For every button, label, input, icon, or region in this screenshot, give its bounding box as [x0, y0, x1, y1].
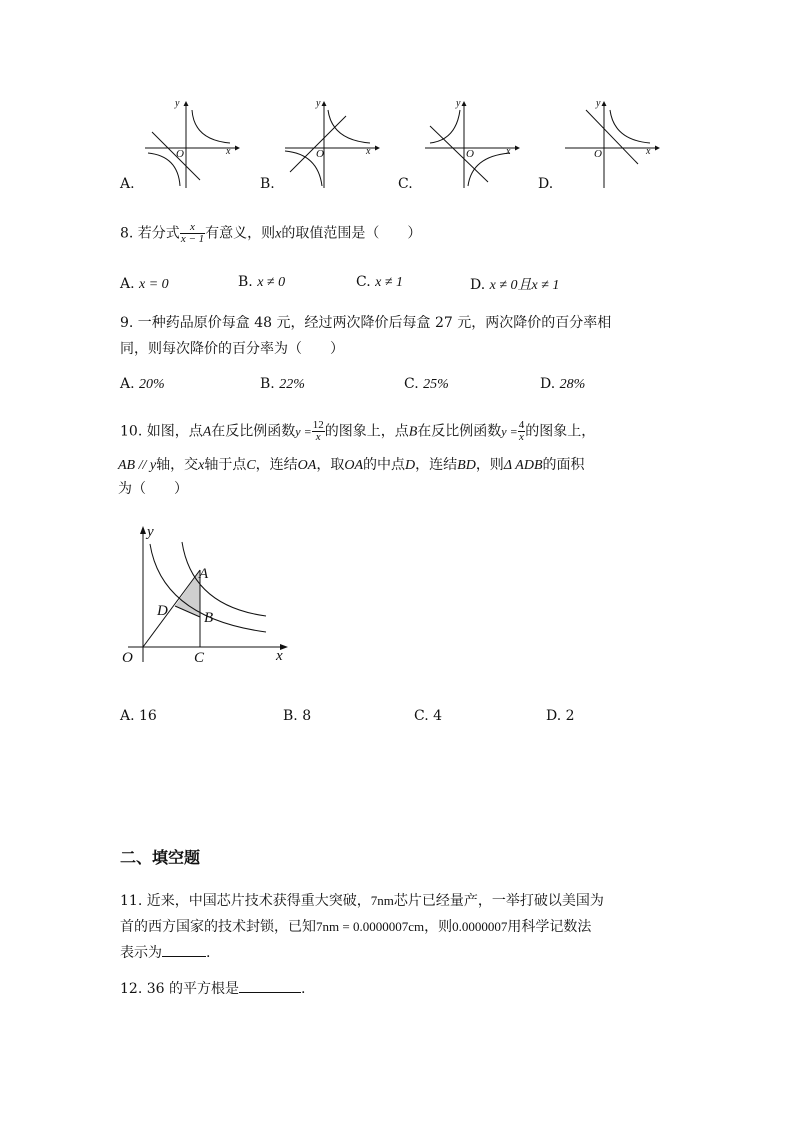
- q10-option-a: [120, 708, 157, 724]
- q10-option-d-label: D.: [546, 708, 562, 724]
- q8-option-d: [470, 274, 559, 294]
- q8-option-c-text: x ≠ 1: [375, 275, 404, 290]
- q8-prefix: 8. 若分式: [120, 225, 180, 242]
- q7a-y-label: y: [175, 98, 180, 109]
- q11-l3: 表示为: [120, 945, 162, 961]
- q11-l3-end: .: [206, 945, 211, 961]
- q8-fraction: [180, 222, 205, 245]
- q7d-origin-label: O: [594, 148, 602, 160]
- q8-option-b-text: x ≠ 0: [257, 275, 286, 290]
- q8-option-c: [356, 274, 403, 291]
- q10-line3: 为（ ）: [118, 481, 188, 497]
- q8-option-d-label: D.: [470, 277, 486, 293]
- q9-option-d: [540, 376, 585, 393]
- q10-ab-parallel: AB // y: [118, 458, 157, 473]
- q10-l2-d: ，连结: [255, 457, 298, 473]
- q9-option-d-label: D.: [540, 376, 556, 392]
- q7d-y-label: y: [596, 98, 601, 109]
- q7-graph-b: [280, 98, 380, 190]
- q10-line1: [120, 420, 595, 443]
- q10-f2-lhs: y =: [501, 424, 518, 439]
- q10-option-d: [546, 708, 575, 724]
- q10-l2-b: 轴，交: [156, 457, 199, 473]
- q8-suffix-a: 有意义，则: [205, 225, 276, 242]
- q10-f2-num: 4: [518, 419, 525, 431]
- q10-l1-b: 在反比例函数: [211, 423, 296, 440]
- q8-option-b: [238, 274, 285, 291]
- q10-fig-b-label: B: [204, 610, 214, 626]
- q10-fig-c-label: C: [194, 650, 205, 666]
- q7d-x-label: x: [646, 146, 651, 157]
- q7c-y-label: y: [456, 98, 461, 109]
- q10-l2-x: x: [198, 458, 205, 473]
- q10-fig-x-label: x: [276, 648, 283, 664]
- q11-l2-c: 用科学记数法: [507, 919, 592, 935]
- q10-option-b-text: 8: [302, 708, 312, 724]
- q8-option-c-label: C.: [356, 274, 371, 290]
- q10-l1-d: 在反比例函数: [417, 423, 502, 440]
- q11-l1-b: 芯片已经量产，一举打破以美国为: [393, 893, 604, 909]
- q8-option-a-label: A.: [120, 276, 135, 292]
- q7-graph-c: [420, 98, 520, 190]
- q8-frac-den: x − 1: [180, 233, 205, 245]
- q11-number: 0.0000007: [452, 919, 508, 934]
- q10-l2-f: 的中点: [363, 457, 406, 473]
- q10-fig-a-label: A: [199, 566, 209, 582]
- q10-l2-e: ，取: [316, 457, 345, 473]
- q10-option-d-text: 2: [565, 708, 575, 724]
- q10-l2-i: 的面积: [542, 457, 585, 473]
- q10-option-c-label: C.: [414, 708, 429, 724]
- q10-oa-1: OA: [297, 458, 317, 473]
- q9-option-a: [120, 376, 165, 393]
- q7-graph-d: [560, 98, 660, 190]
- q9-option-a-text: 20%: [139, 377, 165, 392]
- q7c-origin-label: O: [466, 148, 474, 160]
- q10-point-d: D: [405, 458, 416, 473]
- q10-figure: [118, 522, 298, 672]
- q10-fig-d-label: D: [157, 603, 168, 619]
- q7-option-a: A.: [120, 176, 135, 192]
- q8-stem: [120, 222, 421, 245]
- q7b-x-label: x: [366, 146, 371, 157]
- q10-option-a-text: 16: [139, 708, 157, 724]
- q12-answer-blank[interactable]: [239, 979, 301, 993]
- q10-l1-a: 10. 如图，点: [120, 423, 203, 440]
- q8-frac-num: x: [190, 221, 195, 233]
- q11-l2-b: ，则: [424, 919, 453, 935]
- q7a-origin-label: O: [176, 148, 184, 160]
- q10-fig-o-label: O: [122, 650, 133, 666]
- q7a-x-label: x: [226, 146, 231, 157]
- q7-option-b: B.: [260, 176, 275, 192]
- q11-line1: [120, 890, 604, 910]
- q10-l2-h: ，则: [475, 457, 504, 473]
- q7-option-c: C.: [398, 176, 413, 192]
- q11-equation: 7nm = 0.0000007cm: [316, 919, 425, 934]
- q10-bd: BD: [457, 458, 476, 473]
- q9-option-d-text: 28%: [559, 377, 586, 392]
- q11-line3: [120, 942, 210, 962]
- q11-l1-a: 11. 近来，中国芯片技术获得重大突破，: [120, 893, 371, 909]
- q8-option-a: [120, 276, 169, 293]
- q12-line: [120, 978, 305, 998]
- q9-option-c-label: C.: [404, 376, 419, 392]
- q10-option-c: [414, 708, 442, 724]
- q10-option-b: [283, 708, 311, 724]
- q8-var: x: [275, 226, 282, 242]
- q9-line2: 同，则每次降价的百分率为（ ）: [120, 341, 344, 357]
- q10-f1-num: 12: [312, 419, 324, 431]
- q12-end: .: [300, 981, 306, 997]
- q7-graph-a: [140, 98, 240, 190]
- q10-triangle: Δ ADB: [503, 458, 543, 473]
- q10-f2-den: x: [519, 431, 524, 443]
- q10-oa-2: OA: [344, 458, 364, 473]
- q9-option-a-label: A.: [120, 376, 135, 392]
- q8-option-d-text: x ≠ 0且x ≠ 1: [489, 278, 560, 293]
- q10-option-c-text: 4: [433, 708, 443, 724]
- q10-f1-den: x: [312, 431, 325, 443]
- q12-text: 12. 36 的平方根是: [120, 981, 239, 997]
- q7-option-d: D.: [538, 176, 554, 192]
- q10-option-a-label: A.: [120, 708, 135, 724]
- q9-option-c-text: 25%: [423, 377, 449, 392]
- q10-l1-e: 的图象上，: [525, 423, 596, 440]
- q8-option-a-text: x = 0: [139, 277, 169, 292]
- q11-7nm: 7nm: [370, 893, 394, 908]
- q7b-y-label: y: [316, 98, 321, 109]
- q10-point-b: B: [408, 424, 418, 440]
- q9-option-c: [404, 376, 449, 393]
- q10-fig-y-label: y: [147, 524, 154, 540]
- q8-option-b-label: B.: [238, 274, 253, 290]
- q9-option-b-text: 22%: [279, 377, 305, 392]
- q10-l2-c: 轴于点: [204, 457, 247, 473]
- section-2-title: 二、填空题: [120, 848, 201, 867]
- q10-f1-lhs: y =: [295, 424, 312, 439]
- q10-l2-g: ，连结: [415, 457, 458, 473]
- q10-point-a: A: [202, 424, 212, 440]
- q10-point-c: C: [246, 458, 256, 473]
- q11-line2: [120, 916, 591, 936]
- q10-l1-c: 的图象上，点: [324, 423, 409, 440]
- q9-line1: 9. 一种药品原价每盒 48 元，经过两次降价后每盒 27 元，两次降价的百分率相: [120, 315, 612, 331]
- q9-option-b: [260, 376, 305, 393]
- q7b-origin-label: O: [316, 148, 324, 160]
- q10-f1-fraction: [312, 420, 325, 443]
- q10-line2: [118, 454, 585, 474]
- q8-suffix-b: 的取值范围是（ ）: [281, 225, 422, 242]
- q11-answer-blank[interactable]: [162, 943, 206, 957]
- q9-option-b-label: B.: [260, 376, 275, 392]
- q7c-x-label: x: [506, 146, 511, 157]
- q10-option-b-label: B.: [283, 708, 298, 724]
- q11-l2-a: 首的西方国家的技术封锁，已知: [120, 919, 316, 935]
